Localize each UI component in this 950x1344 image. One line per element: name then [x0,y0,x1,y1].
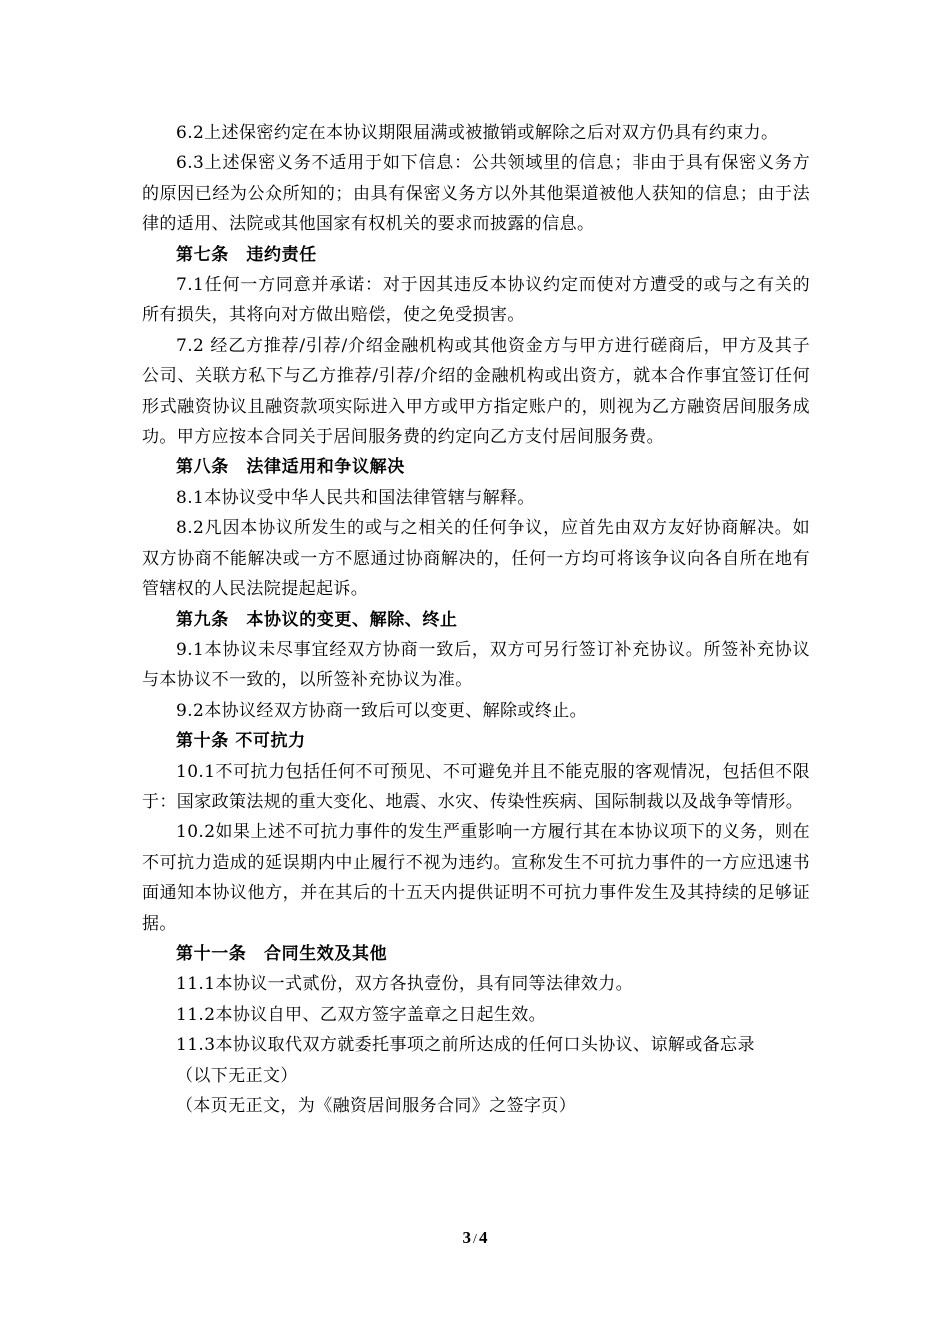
signature-page-note: （本页无正文，为《融资居间服务合同》之签字页） [176,1096,577,1116]
no-text-below-note: （以下无正文） [176,1065,298,1086]
total-pages-number: 4 [478,1228,488,1247]
clause-9-2: 9.2本协议经双方协商一致后可以变更、解除或终止。 [176,700,588,721]
clause-11-2: 11.2本协议自甲、乙双方签字盖章之日起生效。 [176,1004,547,1025]
document-body [142,118,810,1121]
clause-6-2: 6.2上述保密约定在本协议期限届满或被撤销或解除之后对双方仍具有约束力。 [176,123,779,143]
page-separator: / [473,1232,477,1247]
article-7-heading: 第七条 违约责任 [176,244,317,265]
clause-8-2: 8.2凡因本协议所发生的或与之相关的任何争议，应首先由双方友好协商解决。如双方协商不能解决或一方不愿通过协商解决的，任何一方均可将该争议向各自所在地有管辖权的人民法院提起起诉。 [142,518,810,600]
article-9-heading: 第九条 本协议的变更、解除、终止 [176,609,458,630]
page-number [0,1228,950,1248]
article-10-heading: 第十条 不可抗力 [176,731,306,752]
clause-7-2: 7.2 经乙方推荐/引荐/介绍金融机构或其他资金方与甲方进行磋商后，甲方及其子公司、关联方私下与乙方推荐/引荐/介绍的金融机构或出资方，就本合作事宜签订任何形式融资协议且融资款项实际进入甲方或甲方指定账户的，则视为乙方融资居间服务成功。甲方应按本合同关于居间服务费的约定向乙方支付居间服务费。 [142,335,810,448]
clause-7-1: 7.1任何一方同意并承诺：对于因其违反本协议约定而使对方遭受的或与之有关的所有损失，其将向对方做出赔偿，使之免受损害。 [142,275,810,326]
clause-11-3: 11.3本协议取代双方就委托事项之前所达成的任何口头协议、谅解或备忘录 [176,1035,755,1056]
clause-10-2: 10.2如果上述不可抗力事件的发生严重影响一方履行其在本协议项下的义务，则在不可抗力造成的延误期内中止履行不视为违约。宣称发生不可抗力事件的一方应迅速书面通知本协议他方，并在其后的十五天内提供证明不可抗力事件发生及其持续的足够证据。 [142,822,810,934]
clause-10-1: 10.1不可抗力包括任何不可预见、不可避免并且不能克服的客观情况，包括但不限于：国家政策法规的重大变化、地震、水灾、传染性疾病、国际制裁以及战争等情形。 [142,761,810,812]
article-8-heading: 第八条 法律适用和争议解决 [176,457,405,478]
clause-11-1: 11.1本协议一式贰份，双方各执壹份，具有同等法律效力。 [176,974,634,995]
clause-8-1: 8.1本协议受中华人民共和国法律管辖与解释。 [176,487,535,508]
clause-6-3: 6.3上述保密义务不适用于如下信息：公共领域里的信息；非由于具有保密义务方的原因已经为公众所知的；由具有保密义务方以外其他渠道被他人获知的信息；由于法律的适用、法院或其他国家有权机关的要求而披露的信息。 [142,153,810,235]
clause-9-1: 9.1本协议未尽事宜经双方协商一致后，双方可另行签订补充协议。所签补充协议与本协议不一致的，以所签补充协议为准。 [142,639,810,691]
article-11-heading: 第十一条 合同生效及其他 [176,943,388,964]
current-page-number: 3 [462,1228,472,1247]
